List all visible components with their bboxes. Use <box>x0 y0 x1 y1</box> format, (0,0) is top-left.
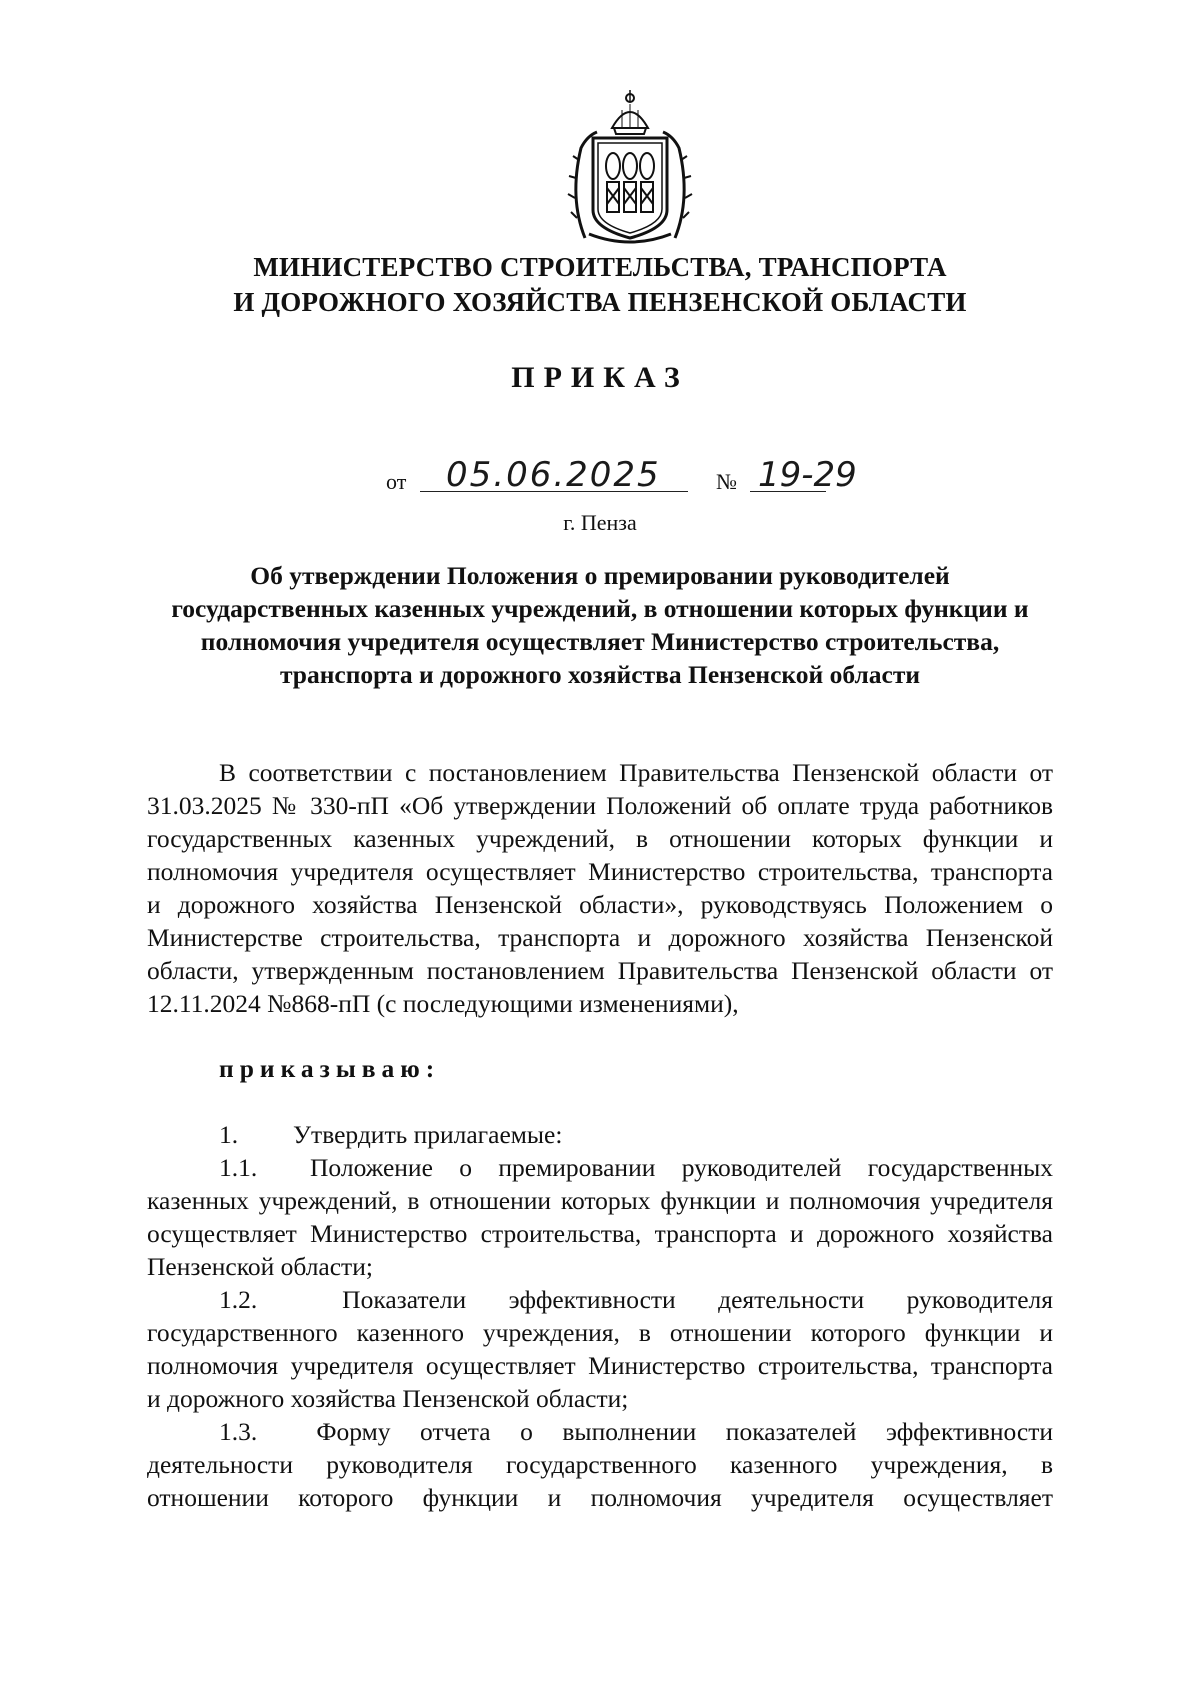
document-type-heading: ПРИКАЗ <box>511 361 689 394</box>
item-text: Положение о премировании руководителей государственных <box>310 1153 1054 1182</box>
preamble-line: области, утвержденным постановлением Правительства Пензенской области от <box>147 956 1053 985</box>
item-text: Утвердить прилагаемые: <box>293 1120 563 1149</box>
item-number: 1.2. <box>219 1285 258 1314</box>
item-1-2-line: государственного казенного учреждения, в отношении которого функции и <box>147 1318 1053 1347</box>
item-1-3-line: деятельности руководителя государственного казенного учреждения, в <box>147 1450 1053 1479</box>
item-text: Показатели эффективности деятельности руководителя <box>342 1285 1053 1314</box>
ministry-name-line-2: И ДОРОЖНОГО ХОЗЯЙСТВА ПЕНЗЕНСКОЙ ОБЛАСТИ <box>233 287 967 317</box>
item-number: 1.3. <box>219 1417 258 1446</box>
title-line: транспорта и дорожного хозяйства Пензенской области <box>279 660 921 689</box>
item-1-1-line <box>147 1151 1053 1184</box>
ministry-name-line-1: МИНИСТЕРСТВО СТРОИТЕЛЬСТВА, ТРАНСПОРТА <box>253 252 947 282</box>
order-date-handwritten: 05.06.2025 <box>446 455 661 495</box>
date-underline <box>420 491 688 492</box>
number-label: № <box>716 469 737 494</box>
number-underline <box>750 491 826 492</box>
preamble-line: 12.11.2024 №868-пП (с последующими изменениями), <box>147 989 739 1018</box>
item-1-2-line: полномочия учредителя осуществляет Министерство строительства, транспорта <box>147 1351 1053 1380</box>
item-1-2-line: и дорожного хозяйства Пензенской области; <box>147 1384 629 1413</box>
ministry-name <box>120 250 1080 320</box>
order-date-number-line <box>386 455 866 497</box>
preamble-line: В соответствии с постановлением Правительства Пензенской области от <box>219 758 1053 787</box>
coat-of-arms-emblem <box>567 88 693 246</box>
order-word: приказываю: <box>219 1054 441 1083</box>
preamble-line: полномочия учредителя осуществляет Министерство строительства, транспорта <box>147 857 1053 886</box>
item-1-3-line: отношении которого функции и полномочия учредителя осуществляет <box>147 1483 1053 1512</box>
item-number: 1.1. <box>219 1153 258 1182</box>
preamble-line: Министерстве строительства, транспорта и дорожного хозяйства Пензенской <box>147 923 1053 952</box>
preamble-line: и дорожного хозяйства Пензенской области», руководствуясь Положением о <box>147 890 1053 919</box>
item-1 <box>147 1118 1053 1151</box>
order-items <box>147 1118 1053 1514</box>
order-number-handwritten: 19-29 <box>758 455 857 495</box>
item-number: 1. <box>219 1120 239 1149</box>
item-1-1-line: Пензенской области; <box>147 1252 373 1281</box>
item-text: Форму отчета о выполнении показателей эффективности <box>316 1417 1053 1446</box>
order-title <box>130 559 1070 691</box>
title-line: полномочия учредителя осуществляет Министерство строительства, <box>200 627 1000 656</box>
item-1-1-line: осуществляет Министерство строительства, транспорта и дорожного хозяйства <box>147 1219 1053 1248</box>
item-1-1-line: казенных учреждений, в отношении которых функции и полномочия учредителя <box>147 1186 1053 1215</box>
item-1-2-line <box>147 1283 1053 1316</box>
from-label: от <box>386 469 407 494</box>
title-line: государственных казенных учреждений, в отношении которых функции и <box>171 594 1029 623</box>
preamble-line: 31.03.2025 № 330-пП «Об утверждении Положений об оплате труда работников <box>147 791 1053 820</box>
city-name: г. Пенза <box>563 510 637 535</box>
title-line: Об утверждении Положения о премировании руководителей <box>250 561 950 590</box>
preamble-line: государственных казенных учреждений, в отношении которых функции и <box>147 824 1053 853</box>
item-1-3-line <box>147 1415 1053 1448</box>
preamble-paragraph <box>147 756 1053 1020</box>
